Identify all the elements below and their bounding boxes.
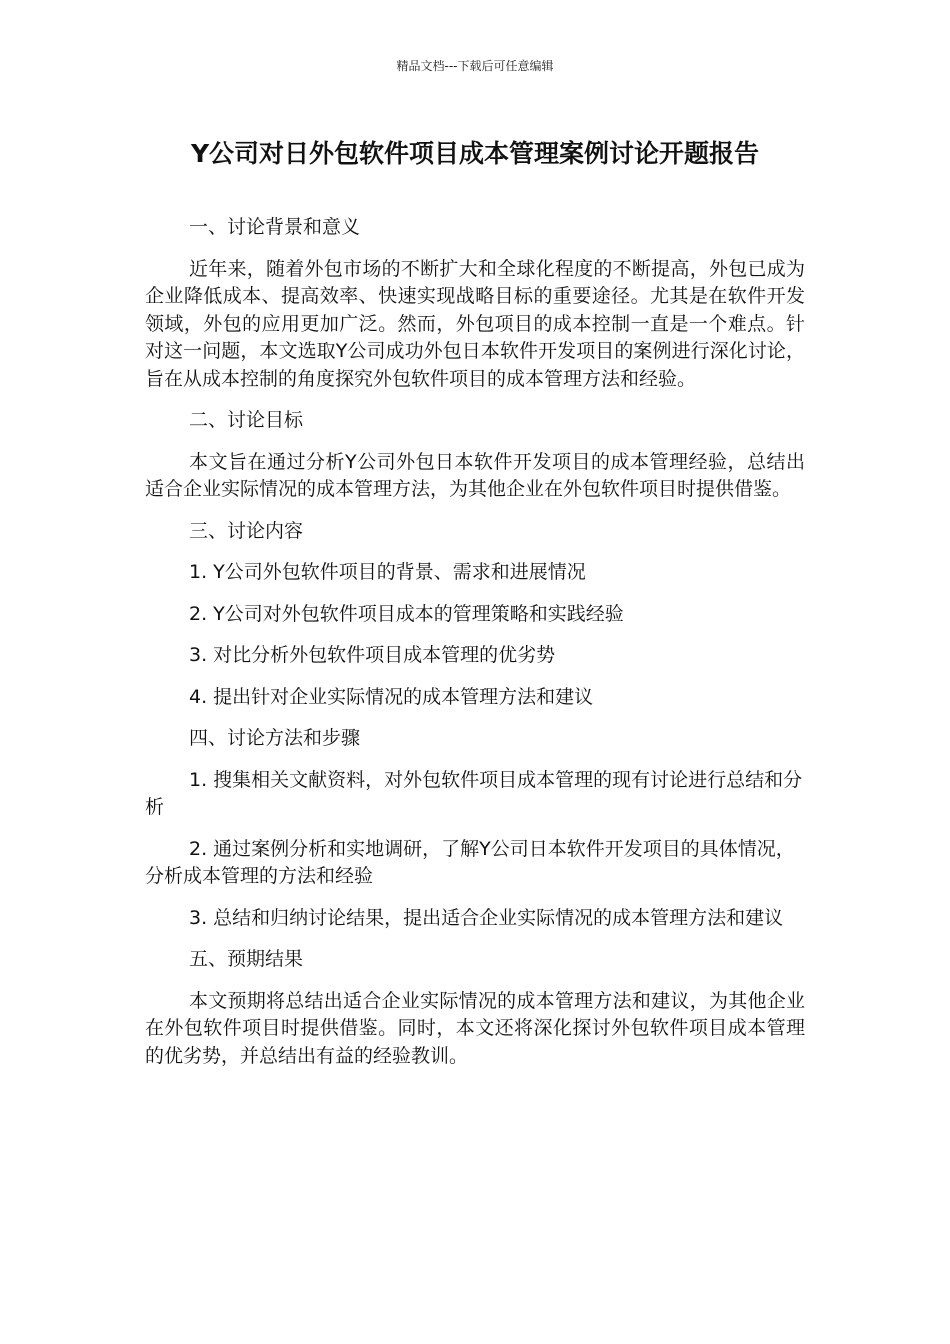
list-item: 1. 搜集相关文献资料，对外包软件项目成本管理的现有讨论进行总结和分析 bbox=[145, 768, 803, 818]
document-title: Y公司对日外包软件项目成本管理案例讨论开题报告 bbox=[190, 139, 760, 168]
list-item: 2. Y公司对外包软件项目成本的管理策略和实践经验 bbox=[189, 602, 624, 625]
section-heading-content: 三、讨论内容 bbox=[189, 519, 304, 542]
section-heading-expected-results: 五、预期结果 bbox=[189, 948, 304, 970]
section-paragraph-objectives: 本文旨在通过分析Y公司外包日本软件开发项目的成本管理经验，总结出适合企业实际情况的成本管理方法，为其他企业在外包软件项目时提供借鉴。 bbox=[145, 450, 805, 500]
section-heading-methods: 四、讨论方法和步骤 bbox=[189, 727, 361, 749]
header-note: 精品文档---下载后可任意编辑 bbox=[396, 59, 554, 73]
section-paragraph-background: 近年来，随着外包市场的不断扩大和全球化程度的不断提高，外包已成为企业降低成本、提高效率、快速实现战略目标的重要途径。尤其是在软件开发领域，外包的应用更加广泛。然而，外包项目的成本控制一直是一个难点。针对这一问题，本文选取Y公司成功外包日本软件开发项目的案例进行深化讨论，旨在从成本控制的角度探究外包软件项目的成本管理方法和经验。 bbox=[145, 257, 805, 390]
section-heading-background: 一、讨论背景和意义 bbox=[189, 216, 361, 238]
list-item: 3. 对比分析外包软件项目成本管理的优劣势 bbox=[189, 644, 556, 666]
section-paragraph-expected-results: 本文预期将总结出适合企业实际情况的成本管理方法和建议，为其他企业在外包软件项目时提供借鉴。同时，本文还将深化探讨外包软件项目成本管理的优劣势，并总结出有益的经验教训。 bbox=[145, 989, 805, 1067]
list-item: 1. Y公司外包软件项目的背景、需求和进展情况 bbox=[189, 561, 586, 583]
document-body bbox=[145, 214, 805, 1084]
list-item: 2. 通过案例分析和实地调研，了解Y公司日本软件开发项目的具体情况，分析成本管理的方法和经验 bbox=[145, 837, 795, 887]
section-heading-objectives: 二、讨论目标 bbox=[189, 409, 304, 431]
list-item: 3. 总结和归纳讨论结果，提出适合企业实际情况的成本管理方法和建议 bbox=[189, 906, 784, 929]
list-item: 4. 提出针对企业实际情况的成本管理方法和建议 bbox=[189, 685, 594, 708]
